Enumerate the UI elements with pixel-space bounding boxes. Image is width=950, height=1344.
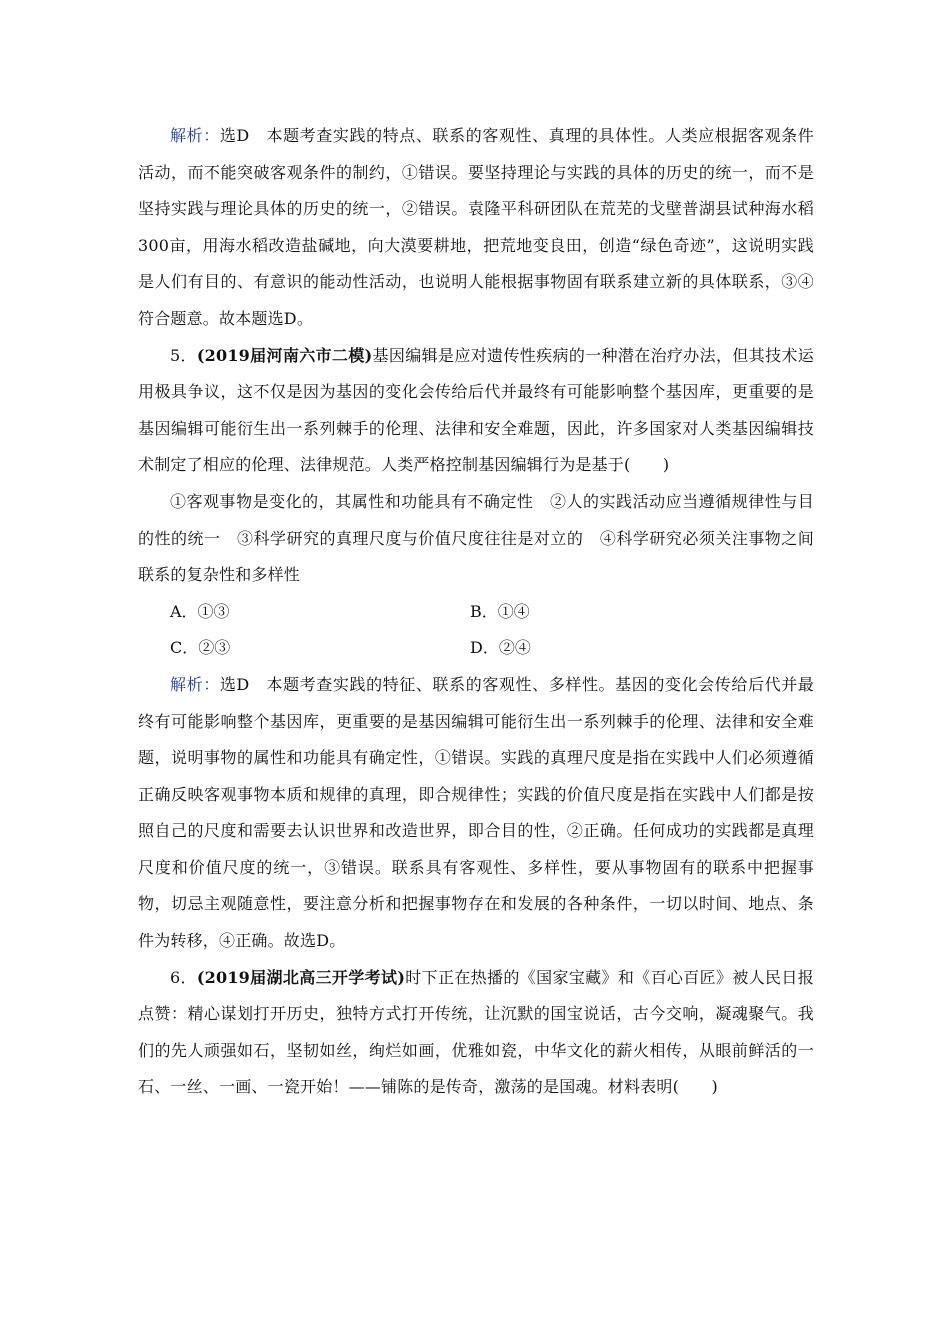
- question-5-options: [138, 594, 814, 667]
- question-text: 基因编辑是应对遗传性疾病的一种潜在治疗办法，但其技术运用极具争议，这不仅是因为基因的变化会传给后代并最终有可能影响整个基因库，更重要的是基因编辑可能衍生出一系列棘手的伦理、法律和安全难题，因此，许多国家对人类基因编辑技术制定了相应的伦理、法律规范。人类严格控制基因编辑行为是基于( ): [138, 345, 814, 475]
- question-source: (2019届河南六市二模): [196, 345, 373, 365]
- q4-analysis: [138, 118, 814, 338]
- question-number: 5．: [170, 345, 197, 365]
- document-page: [138, 118, 814, 1106]
- analysis-text: 选D 本题考查实践的特点、联系的客观性、真理的具体性。人类应根据客观条件活动，而不能突破客观条件的制约，①错误。要坚持理论与实践的具体的历史的统一，而不是坚持实践与理论具体的历史的统一，②错误。袁隆平科研团队在荒芜的戈壁普湖县试种海水稻300亩，用海水稻改造盐碱地，向大漠要耕地，把荒地变良田，创造“绿色奇迹”，这说明实践是人们有目的、有意识的能动性活动，也说明人能根据事物固有联系建立新的具体联系，③④符合题意。故本题选D。: [138, 126, 815, 328]
- question-5-stem: [138, 338, 814, 484]
- question-source: (2019届湖北高三开学考试): [196, 967, 406, 987]
- analysis-label: 解析：: [170, 126, 220, 145]
- question-number: 6．: [170, 967, 197, 987]
- question-6-stem: [138, 960, 814, 1106]
- analysis-text: 选D 本题考查实践的特征、联系的客观性、多样性。基因的变化会传给后代并最终有可能影响整个基因库，更重要的是基因编辑可能衍生出一系列棘手的伦理、法律和安全难题，说明事物的属性和功能具有确定性，①错误。实践的真理尺度是指在实践中人们必须遵循正确反映客观事物本质和规律的真理，即合规律性；实践的价值尺度是指在实践中人们都是按照自己的尺度和需要去认识世界和改造世界，即合目的性，②正确。任何成功的实践都是真理尺度和价值尺度的统一，③错误。联系具有客观性、多样性，要从事物固有的联系中把握事物，切忌主观随意性，要注意分析和把握事物存在和发展的各种条件，一切以时间、地点、条件为转移，④正确。故选D。: [138, 674, 815, 951]
- option-c: C．②③: [170, 638, 231, 658]
- q5-analysis: [138, 667, 814, 960]
- question-5-statements: ①客观事物是变化的，其属性和功能具有不确定性 ②人的实践活动应当遵循规律性与目的性的统一 ③科学研究的真理尺度与价值尺度往往是对立的 ④科学研究必须关注事物之间联系的复杂性和多样性: [138, 491, 814, 585]
- question-text: 时下正在热播的《国家宝藏》和《百心百匠》被人民日报点赞：精心谋划打开历史，独特方式打开传统，让沉默的国宝说话，古今交响，凝魂聚气。我们的先人顽强如石，坚韧如丝，绚烂如画，优雅如瓷，中华文化的薪火相传，从眼前鲜活的一石、一丝、一画、一瓷开始！——铺陈的是传奇，激荡的是国魂。材料表明( ): [138, 967, 814, 1097]
- option-a: A．①③: [170, 601, 230, 621]
- option-b: B．①④: [470, 601, 530, 621]
- analysis-label: 解析：: [170, 674, 220, 694]
- option-d: D．②④: [470, 638, 531, 658]
